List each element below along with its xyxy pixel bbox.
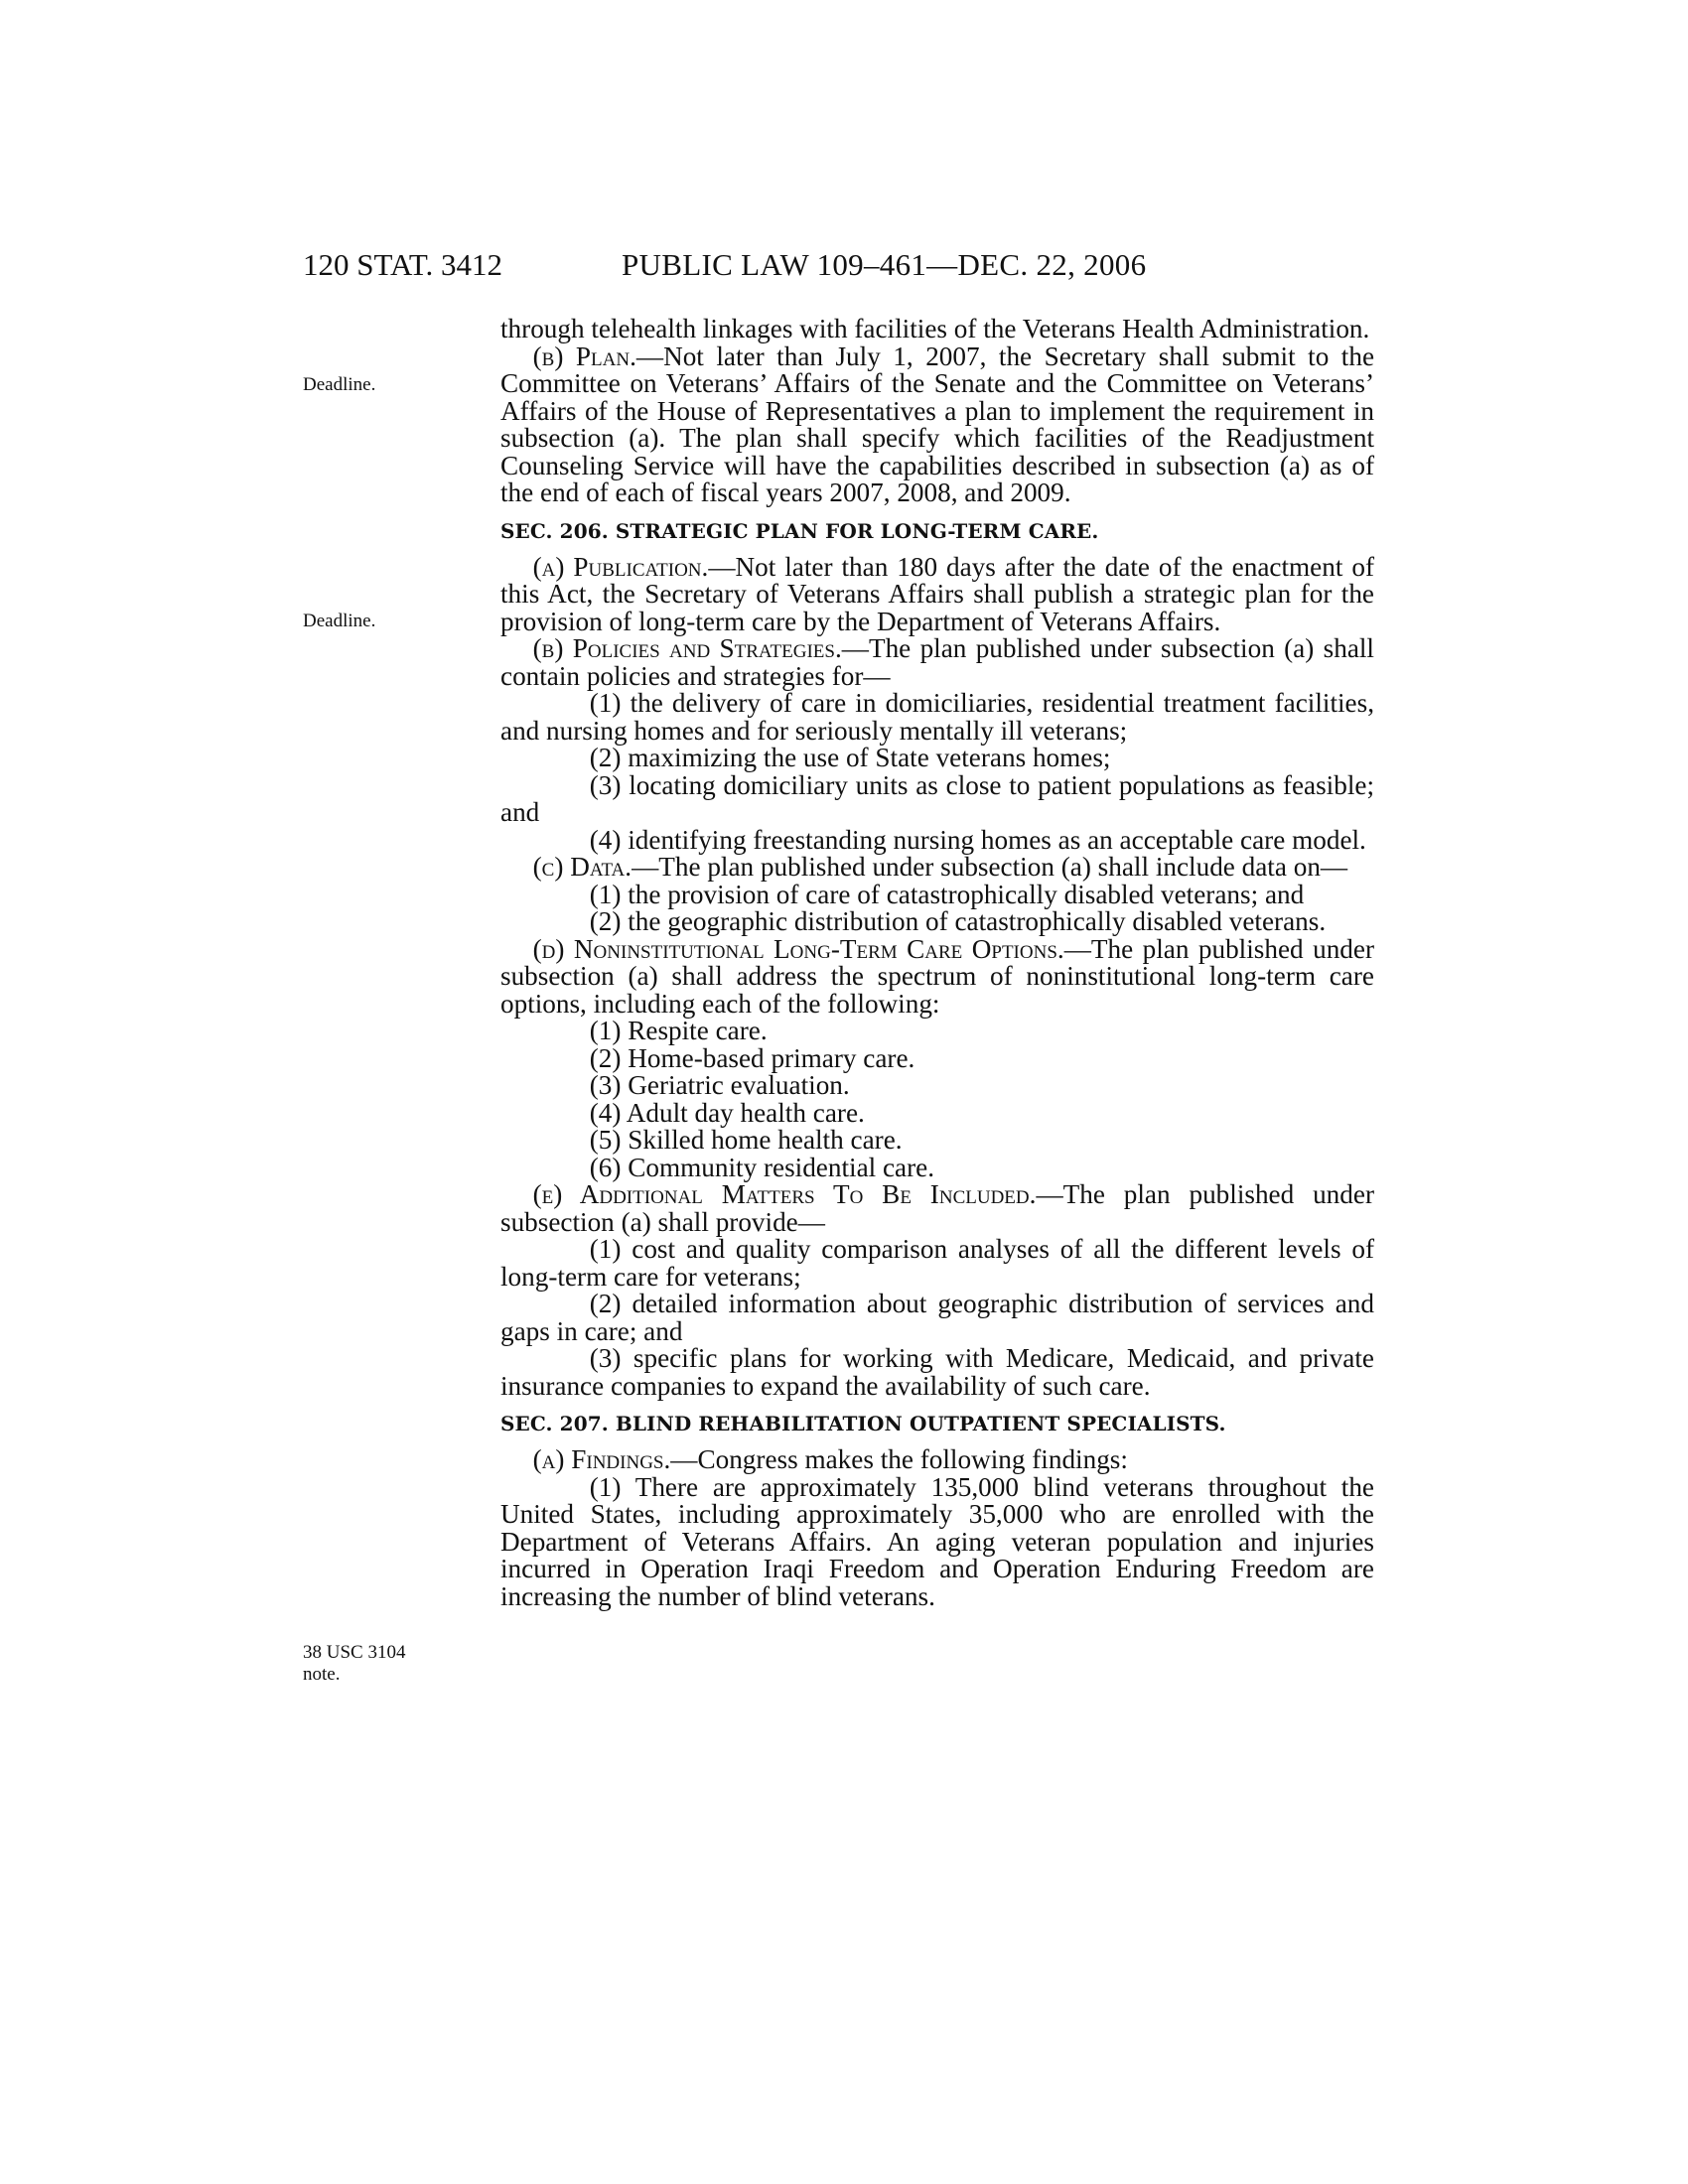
- subsection-text: —Congress makes the following findings:: [670, 1444, 1128, 1474]
- margin-note-usc-line: note.: [303, 1664, 341, 1685]
- subsection-heading: (c) Data.: [532, 852, 633, 882]
- subsection-heading: (a) Publication.: [532, 551, 709, 582]
- list-item: (4) Adult day health care.: [589, 1097, 865, 1128]
- list-item: (1) Respite care.: [589, 1016, 768, 1045]
- margin-note-deadline: Deadline.: [303, 611, 376, 631]
- list-item: (3) locating domiciliary units as close to patient populations as feasible; and: [500, 769, 1374, 827]
- document-body: [500, 316, 1374, 1610]
- statute-page-number: 120 STAT. 3412: [303, 247, 503, 282]
- subsection-heading: (e) Additional Matters To Be Included.: [532, 1179, 1037, 1209]
- list-item: (2) detailed information about geographic distribution of services and gaps in care; and: [500, 1289, 1374, 1346]
- subsection-text: —The plan published under subsection (a) shall address the spectrum of noninstitutional long-term care options, including each of the following:: [500, 933, 1374, 1019]
- page-header: [0, 240, 1688, 290]
- subsection-a-findings: [500, 1446, 1374, 1474]
- subsection-a-publication: [500, 551, 1374, 636]
- running-title: PUBLIC LAW 109–461—DEC. 22, 2006: [622, 247, 1147, 282]
- list-item: (3) Geriatric evaluation.: [589, 1070, 850, 1100]
- subsection-b-plan: [500, 343, 1374, 507]
- subsection-text: —Not later than 180 days after the date of the enactment of this Act, the Secretary of Veterans Affairs shall publish a strategic plan for the provision of long-term care by the Department of Veterans Affairs.: [500, 551, 1374, 636]
- margin-note-usc-citation: [303, 1642, 462, 1686]
- section-206-heading: SEC. 206. STRATEGIC PLAN FOR LONG-TERM CARE.: [500, 518, 1099, 543]
- paragraph: through telehealth linkages with facilities of the Veterans Health Administration.: [500, 314, 1370, 343]
- subsection-text: —The plan published under subsection (a) shall provide—: [500, 1179, 1374, 1237]
- subsection-d-options: [500, 933, 1374, 1019]
- list-item: (4) identifying freestanding nursing homes as an acceptable care model.: [589, 824, 1366, 855]
- subsection-text: —The plan published under subsection (a) shall include data on—: [632, 852, 1348, 882]
- subsection-text: —Not later than July 1, 2007, the Secretary shall submit to the Committee on Veterans’ Affairs of the Senate and the Committee on Veterans’ Affairs of the House of Representatives a plan to implement the requirement in subsection (a). The plan shall specify which facilities of the Readjustment Counseling Service will have the capabilities described in subsection (a) as of the end of each of fiscal years 2007, 2008, and 2009.: [500, 341, 1375, 507]
- list-item: (1) cost and quality comparison analyses of all the different levels of long-term care for veterans;: [500, 1234, 1374, 1292]
- subsection-e-additional: [500, 1181, 1374, 1236]
- subsection-c-data: [500, 854, 1374, 882]
- subsection-heading: (b) Policies and Strategies.: [532, 633, 842, 663]
- list-item: (1) There are approximately 135,000 blind veterans throughout the United States, including approximately 35,000 who are enrolled with the Department of Veterans Affairs. An aging veteran population and injuries incurred in Operation Iraqi Freedom and Operation Enduring Freedom are increasing the number of blind veterans.: [500, 1471, 1374, 1611]
- section-207-heading: SEC. 207. BLIND REHABILITATION OUTPATIENT SPECIALISTS.: [500, 1412, 1226, 1435]
- list-item: (2) maximizing the use of State veterans homes;: [589, 743, 1111, 772]
- margin-note-deadline: Deadline.: [303, 374, 376, 395]
- list-item: (6) Community residential care.: [589, 1152, 935, 1182]
- subsection-heading: (a) Findings.: [532, 1444, 671, 1474]
- list-item: (5) Skilled home health care.: [589, 1125, 903, 1155]
- subsection-b-policies: [500, 635, 1374, 690]
- list-item: (1) the delivery of care in domiciliaries, residential treatment facilities, and nursing homes and for seriously mentally ill veterans;: [500, 688, 1374, 746]
- list-item: (3) specific plans for working with Medicare, Medicaid, and private insurance companies to expand the availability of such care.: [500, 1343, 1374, 1401]
- list-item: (1) the provision of care of catastrophically disabled veterans; and: [589, 879, 1305, 909]
- subsection-heading: (b) Plan.: [532, 341, 636, 371]
- subsection-heading: (d) Noninstitutional Long-Term Care Options.: [532, 933, 1064, 964]
- subsection-text: —The plan published under subsection (a) shall contain policies and strategies for—: [500, 633, 1374, 691]
- list-item: (2) Home-based primary care.: [589, 1042, 915, 1073]
- margin-note-usc-line: 38 USC 3104: [303, 1642, 406, 1663]
- list-item: (2) the geographic distribution of catastrophically disabled veterans.: [589, 906, 1327, 936]
